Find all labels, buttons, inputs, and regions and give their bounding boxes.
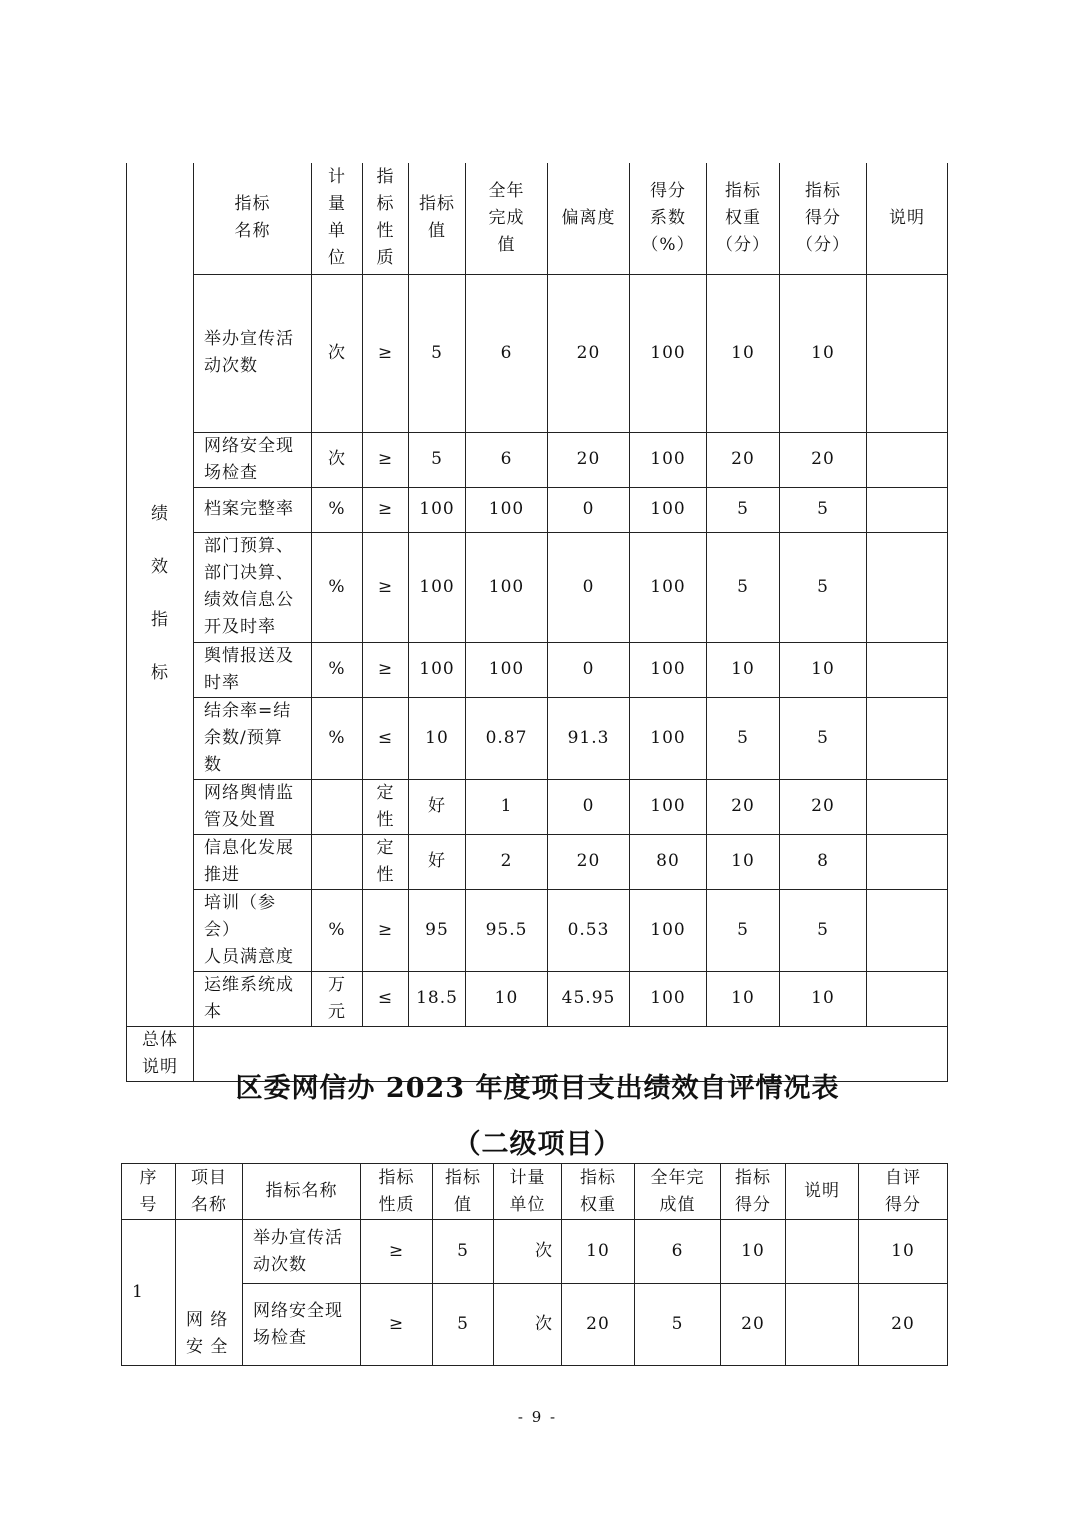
cell-score: 8 [780,834,867,889]
table-row [127,432,948,487]
cell-actual: 5 [635,1284,721,1366]
table-row [127,697,948,779]
cell-score: 10 [780,971,867,1026]
header-score: 指标 得分 [721,1164,786,1220]
header-seq: 序 号 [122,1164,176,1220]
cell-deviation: 20 [548,274,630,432]
cell-weight: 10 [707,971,780,1026]
table-row [127,487,948,532]
cell-coef: 100 [630,432,707,487]
cell-weight: 5 [707,697,780,779]
cell-unit: % [312,697,363,779]
cell-coef: 100 [630,532,707,642]
summary-label: 总体 说明 [127,1026,194,1081]
cell-value: 100 [409,642,466,697]
cell-name: 结余率=结 余数/预算 数 [194,697,312,779]
page-number: - 9 - [517,1408,558,1426]
cell-note [867,697,948,779]
cell-score: 20 [780,779,867,834]
cell-name: 舆情报送及 时率 [194,642,312,697]
cell-value: 95 [409,889,466,971]
project-expenditure-table [121,1163,948,1366]
cell-note [867,532,948,642]
cell-deviation: 0 [548,779,630,834]
cell-value: 18.5 [409,971,466,1026]
cell-score: 5 [780,487,867,532]
cell-actual: 2 [466,834,548,889]
cell-score: 5 [780,532,867,642]
cell-weight: 10 [707,274,780,432]
header-actual: 全年完 成值 [635,1164,721,1220]
cell-actual: 1 [466,779,548,834]
header-indicator-name: 指标 名称 [194,163,312,274]
cell-note [867,642,948,697]
cell-self_score: 20 [859,1284,948,1366]
cell-actual: 100 [466,532,548,642]
cell-nature: ≥ [363,642,409,697]
cell-weight: 10 [562,1220,635,1284]
header-project-name: 项目 名称 [176,1164,243,1220]
header-weight: 指标 权重 （分） [707,163,780,274]
cell-note [867,487,948,532]
cell-coef: 100 [630,642,707,697]
cell-actual: 95.5 [466,889,548,971]
table-row [122,1284,948,1366]
cell-unit: % [312,889,363,971]
cell-nature: ≥ [361,1220,433,1284]
side-label-char: 效 [151,557,169,578]
header-self-score: 自评 得分 [859,1164,948,1220]
cell-deviation: 0.53 [548,889,630,971]
cell-unit: 次 [312,274,363,432]
cell-deviation: 0 [548,487,630,532]
project-header-row [122,1164,948,1220]
cell-deviation: 20 [548,432,630,487]
cell-value: 10 [409,697,466,779]
cell-seq: 1 [122,1220,176,1366]
cell-name: 培训（参会） 人员满意度 [194,889,312,971]
header-deviation: 偏离度 [548,163,630,274]
cell-coef: 100 [630,779,707,834]
performance-indicator-table [126,163,948,1082]
cell-deviation: 45.95 [548,971,630,1026]
perf-header-row [127,163,948,274]
cell-deviation: 0 [548,642,630,697]
cell-weight: 5 [707,889,780,971]
cell-actual: 6 [466,274,548,432]
cell-weight: 20 [707,432,780,487]
cell-score: 20 [780,432,867,487]
cell-weight: 20 [707,779,780,834]
header-value: 指标 值 [433,1164,494,1220]
header-coefficient: 得分 系数 （%） [630,163,707,274]
cell-actual: 6 [635,1220,721,1284]
cell-value: 5 [433,1284,494,1366]
cell-score: 10 [780,274,867,432]
cell-weight: 5 [707,532,780,642]
cell-value: 5 [409,274,466,432]
cell-nature: ≥ [363,532,409,642]
cell-weight: 10 [707,834,780,889]
cell-actual: 0.87 [466,697,548,779]
cell-name: 运维系统成 本 [194,971,312,1026]
cell-actual: 10 [466,971,548,1026]
cell-actual: 6 [466,432,548,487]
cell-name: 档案完整率 [194,487,312,532]
header-unit: 计量 单位 [494,1164,562,1220]
cell-score: 20 [721,1284,786,1366]
cell-nature: ≥ [363,274,409,432]
header-nature: 指标 性质 [361,1164,433,1220]
cell-coef: 100 [630,487,707,532]
header-actual: 全年 完成 值 [466,163,548,274]
cell-note [867,889,948,971]
cell-name: 网络安全现 场检查 [243,1284,361,1366]
cell-note [786,1220,859,1284]
cell-note [867,834,948,889]
header-note: 说明 [867,163,948,274]
header-weight: 指标 权重 [562,1164,635,1220]
cell-nature: ≥ [361,1284,433,1366]
cell-nature: 定 性 [363,834,409,889]
cell-coef: 100 [630,889,707,971]
cell-project-name: 网 络 安 全 [176,1220,243,1366]
cell-value: 5 [433,1220,494,1284]
cell-note [867,274,948,432]
cell-name: 举办宣传活 动次数 [194,274,312,432]
cell-coef: 100 [630,697,707,779]
cell-actual: 100 [466,487,548,532]
report-title: 区委网信办 2023 年度项目支出绩效自评情况表 [235,1073,840,1104]
cell-self_score: 10 [859,1220,948,1284]
cell-coef: 100 [630,971,707,1026]
cell-value: 5 [409,432,466,487]
cell-unit: 万 元 [312,971,363,1026]
cell-note [867,432,948,487]
cell-nature: 定 性 [363,779,409,834]
cell-unit: % [312,532,363,642]
header-score: 指标 得分 （分） [780,163,867,274]
side-label-char: 标 [151,663,169,684]
cell-value: 好 [409,834,466,889]
cell-weight: 5 [707,487,780,532]
cell-unit [312,834,363,889]
table-row [127,779,948,834]
cell-nature: ≥ [363,432,409,487]
cell-name: 信息化发展 推进 [194,834,312,889]
cell-name: 网络舆情监 管及处置 [194,779,312,834]
cell-weight: 20 [562,1284,635,1366]
cell-unit: 次 [312,432,363,487]
table-row [127,834,948,889]
header-unit: 计 量 单 位 [312,163,363,274]
cell-coef: 80 [630,834,707,889]
table-row [127,971,948,1026]
cell-name: 网络安全现 场检查 [194,432,312,487]
cell-value: 好 [409,779,466,834]
cell-nature: ≥ [363,487,409,532]
cell-weight: 10 [707,642,780,697]
cell-score: 10 [780,642,867,697]
cell-note [867,971,948,1026]
cell-name: 举办宣传活 动次数 [243,1220,361,1284]
cell-unit: 次 [494,1284,562,1366]
table-row [127,889,948,971]
table-row [127,274,948,432]
table-row [127,532,948,642]
cell-nature: ≤ [363,697,409,779]
cell-value: 100 [409,532,466,642]
cell-deviation: 91.3 [548,697,630,779]
cell-note [786,1284,859,1366]
cell-actual: 100 [466,642,548,697]
cell-nature: ≥ [363,889,409,971]
cell-name: 部门预算、 部门决算、 绩效信息公 开及时率 [194,532,312,642]
cell-deviation: 0 [548,532,630,642]
table-row [122,1220,948,1284]
cell-nature: ≤ [363,971,409,1026]
header-nature: 指 标 性 质 [363,163,409,274]
cell-unit [312,779,363,834]
cell-score: 5 [780,889,867,971]
cell-unit: % [312,487,363,532]
cell-unit: 次 [494,1220,562,1284]
cell-score: 10 [721,1220,786,1284]
cell-unit: % [312,642,363,697]
header-indicator-name: 指标名称 [243,1164,361,1220]
cell-deviation: 20 [548,834,630,889]
header-note: 说明 [786,1164,859,1220]
report-subtitle: （二级项目） [453,1129,622,1160]
side-label-char: 指 [151,610,169,631]
header-value: 指标 值 [409,163,466,274]
performance-indicator-side-label [127,163,194,1026]
cell-score: 5 [780,697,867,779]
cell-coef: 100 [630,274,707,432]
table-row [127,642,948,697]
cell-value: 100 [409,487,466,532]
side-label-char: 绩 [151,504,169,525]
cell-note [867,779,948,834]
